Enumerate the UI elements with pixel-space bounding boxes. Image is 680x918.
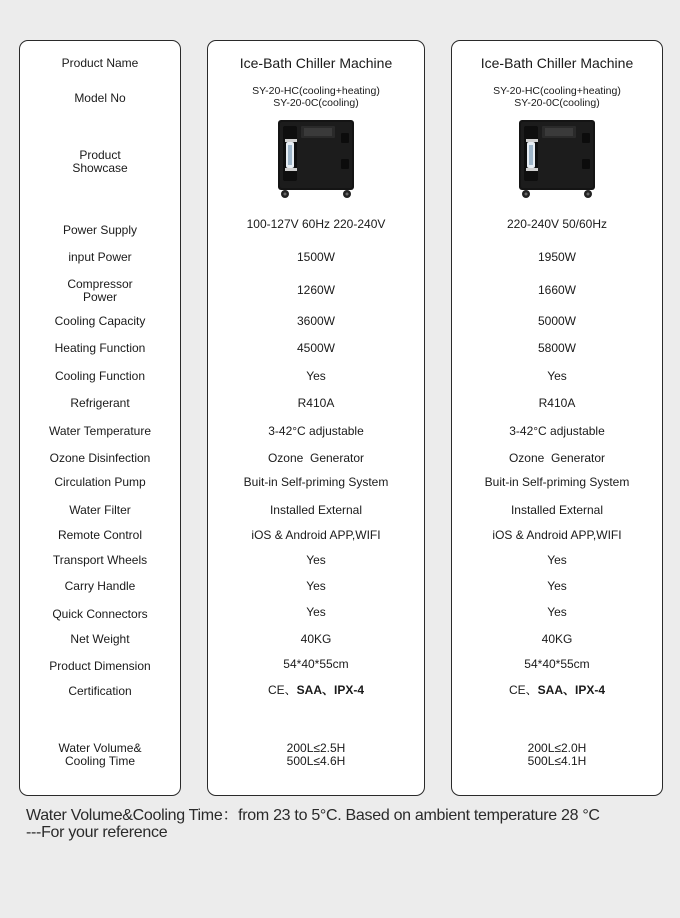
product-image	[208, 117, 424, 199]
label-text: Certification	[68, 683, 132, 698]
product-image	[452, 117, 662, 199]
value-text: Buit-in Self-priming System	[484, 474, 630, 489]
label-text: Cooling Time	[64, 754, 136, 768]
label-text: Quick Connectors	[52, 606, 148, 621]
label-power-supply	[20, 221, 180, 239]
water-filter-value	[208, 501, 424, 519]
label-certification	[20, 682, 180, 700]
value-text: Yes	[306, 368, 326, 383]
value-text: 1260W	[296, 282, 336, 297]
value-text: Yes	[306, 552, 326, 567]
label-refrigerant	[20, 394, 180, 412]
value-text: 3-42°C adjustable	[268, 423, 364, 438]
value-text: iOS & Android APP,WIFI	[492, 527, 622, 542]
value-text: Yes	[306, 604, 326, 619]
label-text: Power Supply	[62, 222, 138, 237]
label-text: Water Temperature	[48, 423, 152, 438]
label-text: Compressor	[67, 277, 133, 291]
volume-line-2: 500L≤4.1H	[527, 754, 587, 768]
cooling-function-value	[452, 367, 662, 385]
label-text: Heating Function	[54, 340, 146, 355]
cooling-function-value	[208, 367, 424, 385]
value-text: 3-42°C adjustable	[509, 423, 605, 438]
carry-handle-value	[452, 577, 662, 595]
refrigerant-value	[208, 394, 424, 412]
cert-saa-ipx: SAA、IPX-4	[296, 682, 365, 697]
cooling-capacity-value	[208, 312, 424, 330]
value-text: 40KG	[541, 631, 573, 646]
value-text: 1950W	[537, 249, 577, 264]
footnote-line-1: Water Volume&Cooling Time：from 23 to 5°C. Based on ambient temperature 28 °C	[26, 807, 600, 824]
label-text: Model No	[74, 90, 126, 105]
value-text: 5000W	[537, 313, 577, 328]
value-text: Yes	[547, 368, 567, 383]
transport-wheels-value	[452, 551, 662, 569]
product-name	[208, 53, 424, 73]
net-weight-value	[208, 630, 424, 648]
label-text: Product	[79, 148, 121, 162]
water-temperature-value	[452, 422, 662, 440]
label-product-showcase	[20, 145, 180, 179]
model-line-2: SY-20-0C(cooling)	[514, 97, 600, 109]
value-text: R410A	[538, 395, 576, 410]
heating-function-value	[208, 339, 424, 357]
quick-connectors-value	[208, 603, 424, 621]
ozone-value	[452, 449, 662, 467]
label-heating-function	[20, 339, 180, 357]
compressor-power-value	[452, 281, 662, 299]
label-text: Water Filter	[69, 502, 131, 517]
value-text: Yes	[547, 552, 567, 567]
product-name-text: Ice-Bath Chiller Machine	[480, 54, 634, 71]
label-cooling-function	[20, 367, 180, 385]
water-temperature-value	[208, 422, 424, 440]
power-supply-value	[208, 215, 424, 233]
label-text: input Power	[68, 249, 132, 264]
cert-ce: CE、	[508, 682, 538, 697]
label-text: Power	[82, 290, 117, 304]
label-net-weight	[20, 630, 180, 648]
water-filter-value	[452, 501, 662, 519]
value-text: Yes	[547, 578, 567, 593]
label-text: Product Name	[61, 55, 139, 70]
power-supply-value	[452, 215, 662, 233]
circulation-pump-value	[208, 473, 424, 491]
value-text: R410A	[297, 395, 335, 410]
value-text: 4500W	[296, 340, 336, 355]
label-remote-control	[20, 526, 180, 544]
label-text: Showcase	[72, 161, 128, 175]
value-text: 54*40*55cm	[524, 656, 590, 671]
product-column-1	[207, 40, 425, 796]
value-text: Installed External	[269, 502, 363, 517]
footnote-line-2: ---For your reference	[26, 824, 168, 841]
refrigerant-value	[452, 394, 662, 412]
value-text: 220-240V 50/60Hz	[506, 216, 608, 231]
remote-control-value	[208, 526, 424, 544]
chiller-machine-icon	[271, 117, 361, 199]
cert-saa-ipx: SAA、IPX-4	[537, 682, 606, 697]
water-volume-value	[452, 740, 662, 770]
label-water-volume	[20, 740, 180, 770]
volume-line-2: 500L≤4.6H	[286, 754, 346, 768]
compressor-power-value	[208, 281, 424, 299]
label-quick-connectors	[20, 605, 180, 623]
product-column-2	[451, 40, 663, 796]
label-text: Water Volume&	[58, 741, 142, 755]
net-weight-value	[452, 630, 662, 648]
remote-control-value	[452, 526, 662, 544]
value-text: Yes	[306, 578, 326, 593]
product-dimension-value	[208, 655, 424, 673]
label-water-filter	[20, 501, 180, 519]
value-text: 5800W	[537, 340, 577, 355]
label-text: Remote Control	[57, 527, 143, 542]
model-line-2: SY-20-0C(cooling)	[273, 97, 359, 109]
label-text: Refrigerant	[70, 395, 130, 410]
label-text: Net Weight	[70, 631, 130, 646]
label-carry-handle	[20, 577, 180, 595]
value-text: iOS & Android APP,WIFI	[251, 527, 381, 542]
certification-value	[208, 681, 424, 699]
model-line-1: SY-20-HC(cooling+heating)	[493, 85, 621, 97]
input-power-value	[208, 248, 424, 266]
volume-line-1: 200L≤2.0H	[527, 741, 587, 755]
footnote	[26, 807, 600, 841]
chiller-machine-icon	[512, 117, 602, 199]
label-compressor-power	[20, 277, 180, 305]
value-text: 3600W	[296, 313, 336, 328]
value-text: 1660W	[537, 282, 577, 297]
certification-value	[452, 681, 662, 699]
label-water-temperature	[20, 422, 180, 440]
transport-wheels-value	[208, 551, 424, 569]
value-text: Yes	[547, 604, 567, 619]
ozone-value	[208, 449, 424, 467]
label-product-name	[20, 54, 180, 72]
heating-function-value	[452, 339, 662, 357]
cooling-capacity-value	[452, 312, 662, 330]
label-text: Cooling Capacity	[54, 313, 146, 328]
spec-label-column	[19, 40, 181, 796]
label-text: Product Dimension	[49, 658, 151, 673]
label-circulation-pump	[20, 473, 180, 491]
model-number	[208, 84, 424, 110]
model-line-1: SY-20-HC(cooling+heating)	[252, 85, 380, 97]
value-text: Ozone Generator	[267, 450, 365, 465]
volume-line-1: 200L≤2.5H	[286, 741, 346, 755]
value-text: Installed External	[510, 502, 604, 517]
product-dimension-value	[452, 655, 662, 673]
circulation-pump-value	[452, 473, 662, 491]
label-text: Ozone Disinfection	[49, 450, 151, 465]
value-text: 54*40*55cm	[283, 656, 349, 671]
label-text: Cooling Function	[54, 368, 146, 383]
carry-handle-value	[208, 577, 424, 595]
label-cooling-capacity	[20, 312, 180, 330]
cert-ce: CE、	[267, 682, 297, 697]
water-volume-value	[208, 740, 424, 770]
model-number	[452, 84, 662, 110]
label-text: Transport Wheels	[52, 552, 148, 567]
label-transport-wheels	[20, 551, 180, 569]
input-power-value	[452, 248, 662, 266]
value-text: 1500W	[296, 249, 336, 264]
value-text: 40KG	[300, 631, 332, 646]
label-product-dimension	[20, 657, 180, 675]
label-ozone-disinfection	[20, 449, 180, 467]
product-name-text: Ice-Bath Chiller Machine	[239, 54, 393, 71]
label-model-no	[20, 89, 180, 107]
quick-connectors-value	[452, 603, 662, 621]
product-name	[452, 53, 662, 73]
value-text: Buit-in Self-priming System	[243, 474, 389, 489]
value-text: 100-127V 60Hz 220-240V	[246, 216, 386, 231]
label-text: Circulation Pump	[54, 474, 146, 489]
label-text: Carry Handle	[64, 578, 136, 593]
value-text: Ozone Generator	[508, 450, 606, 465]
label-input-power	[20, 248, 180, 266]
